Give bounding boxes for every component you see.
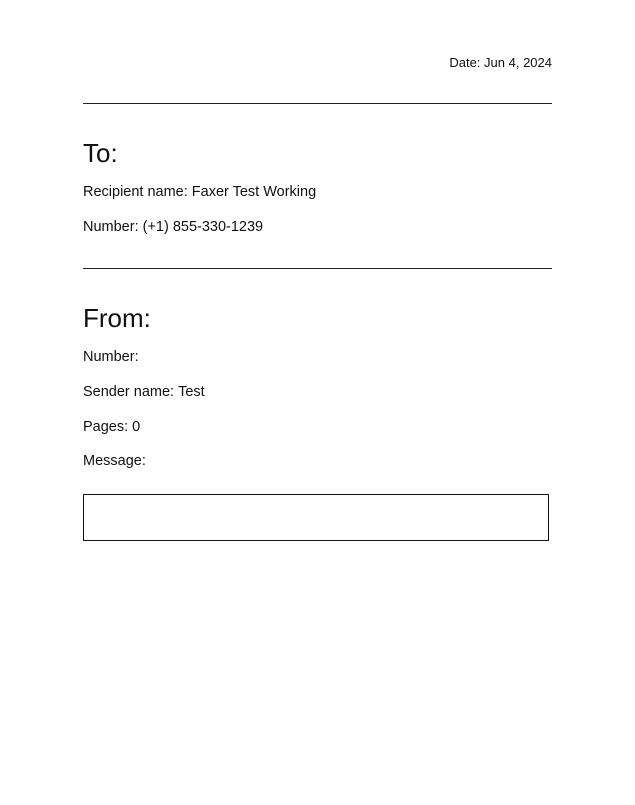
to-heading: To: — [83, 138, 118, 168]
divider-middle — [83, 268, 552, 269]
sender-name-value: Test — [178, 384, 205, 400]
sender-name-line — [83, 383, 205, 401]
message-line — [83, 452, 146, 470]
divider-top — [83, 103, 552, 104]
pages-value: 0 — [132, 419, 141, 435]
date-value: Jun 4, 2024 — [484, 55, 552, 70]
message-label: Message: — [83, 453, 146, 469]
pages-line — [83, 418, 140, 436]
recipient-number-label: Number: — [83, 219, 139, 235]
recipient-number-value: (+1) 855-330-1239 — [142, 219, 264, 235]
date-label: Date: — [449, 55, 481, 70]
recipient-number-line — [83, 218, 263, 236]
sender-number-line — [83, 348, 143, 366]
date-line — [449, 55, 552, 70]
recipient-name-line — [83, 183, 316, 201]
recipient-name-label: Recipient name: — [83, 184, 188, 200]
sender-number-label: Number: — [83, 349, 139, 365]
sender-name-label: Sender name: — [83, 384, 175, 400]
recipient-name-value: Faxer Test Working — [191, 184, 317, 200]
pages-label: Pages: — [83, 419, 129, 435]
message-box — [83, 494, 549, 541]
from-heading: From: — [83, 303, 151, 333]
